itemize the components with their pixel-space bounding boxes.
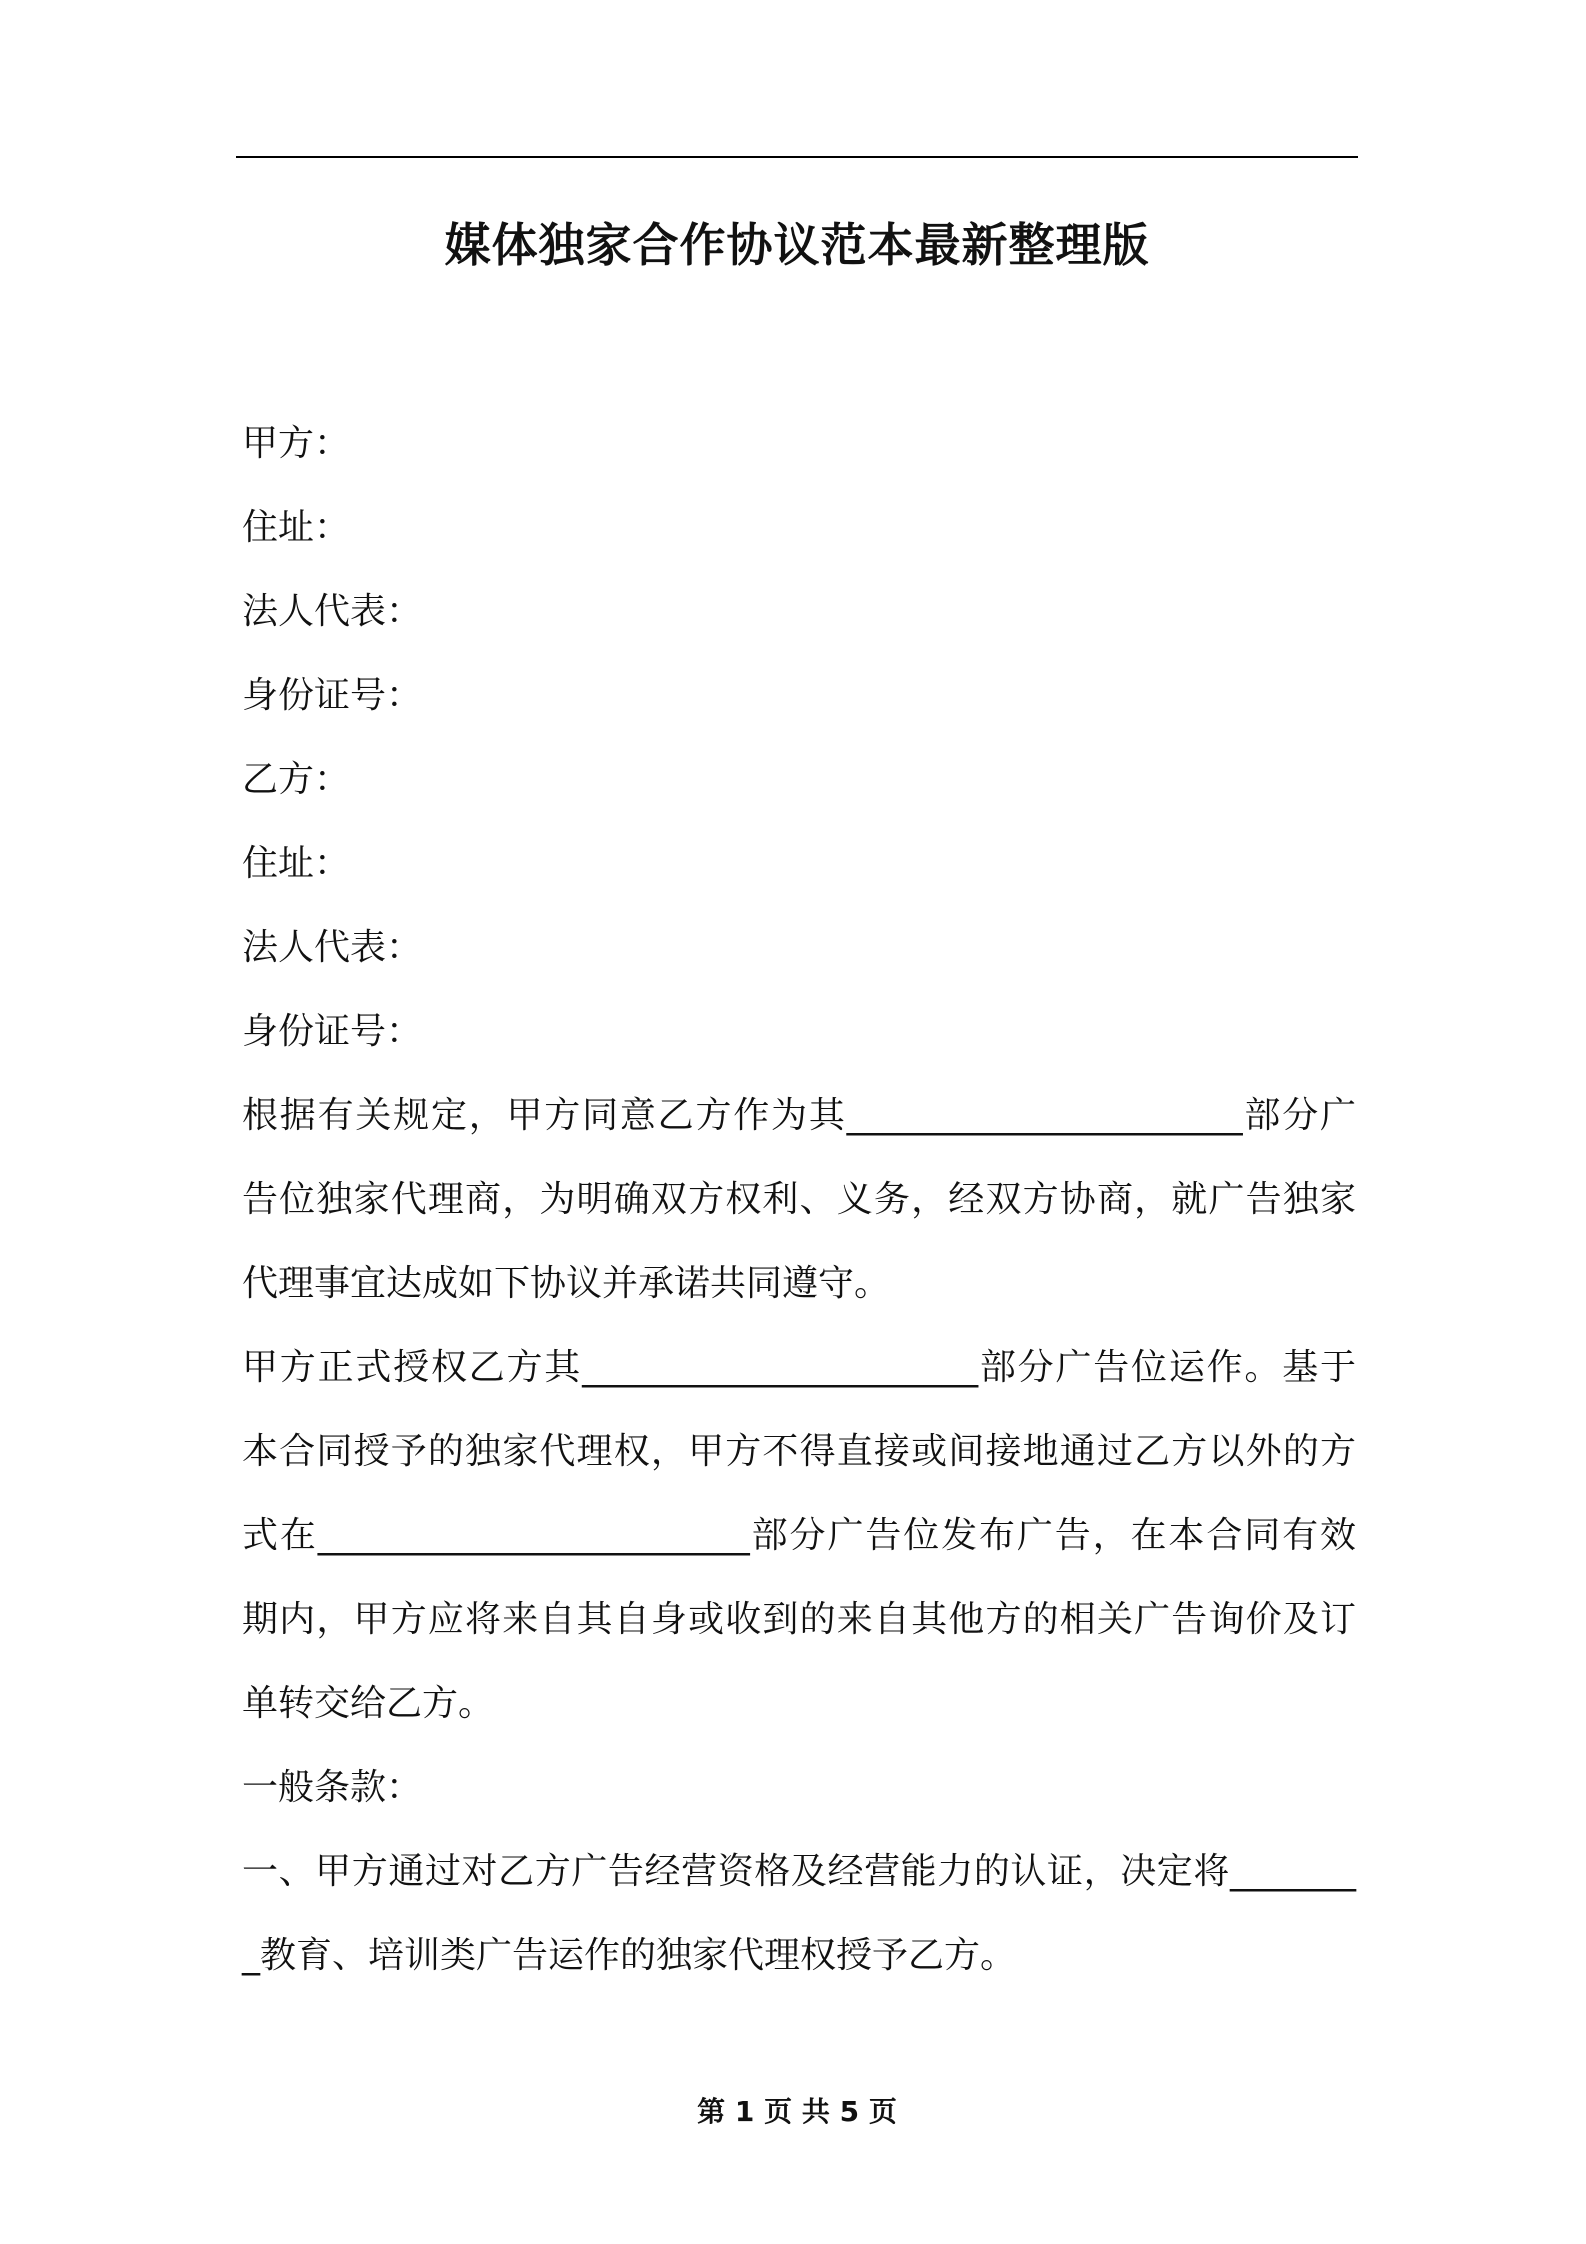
- party-b-id-label: 身份证号：: [242, 1011, 423, 1052]
- page-number: 第 1 页 共 5 页: [697, 2095, 897, 2128]
- party-b-address-label: 住址：: [242, 843, 351, 884]
- party-b-name-label: 乙方：: [242, 759, 351, 800]
- party-a-id-label: 身份证号：: [242, 675, 423, 716]
- header-rule: [236, 156, 1358, 158]
- paragraph-agreement-basis: 根据有关规定，甲方同意乙方作为其______________________部分广告位独家代理商，为明确双方权利、义务，经双方协商，就广告独家代理事宜达成如下协议并承诺共同遵守。: [242, 1095, 1356, 1304]
- clause-1: 一、甲方通过对乙方广告经营资格及经营能力的认证，决定将________教育、培训类广告运作的独家代理权授予乙方。: [242, 1851, 1356, 1976]
- paragraph-authorization: 甲方正式授权乙方其______________________部分广告位运作。基于本合同授予的独家代理权，甲方不得直接或间接地通过乙方以外的方式在________________________部分广告位发布广告，在本合同有效期内，甲方应将来自其自身或收到的来自其他方的相关广告询价及订单转交给乙方。: [242, 1347, 1356, 1724]
- party-b-legal-rep-label: 法人代表：: [242, 927, 423, 968]
- document-title: 媒体独家合作协议范本最新整理版: [444, 218, 1150, 272]
- party-a-legal-rep-label: 法人代表：: [242, 591, 423, 632]
- party-a-address-label: 住址：: [242, 507, 351, 548]
- document-body: [242, 402, 1356, 1998]
- party-a-name-label: 甲方：: [242, 423, 351, 464]
- section-heading-general-terms: 一般条款：: [242, 1767, 423, 1808]
